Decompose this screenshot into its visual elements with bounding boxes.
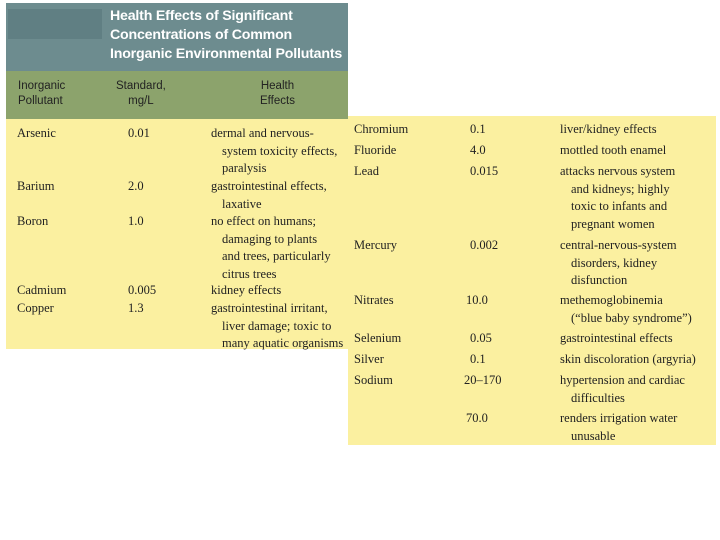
health-effects [560, 237, 677, 290]
header-effects-line: Health [260, 80, 295, 92]
header-pollutant-line: Pollutant [18, 95, 63, 107]
effect-line: damaging to plants [222, 231, 318, 246]
pollutant-name: Copper [17, 301, 54, 315]
effect-line: (“blue baby syndrome”) [571, 310, 692, 325]
effect-line: liver damage; toxic to [222, 318, 332, 333]
effect-line: mottled tooth enamel [560, 143, 667, 157]
effect-line: renders irrigation water [560, 411, 678, 425]
effect-line: disorders, kidney [571, 255, 658, 270]
pollutant-name: Cadmium [17, 283, 67, 297]
effect-line: toxic to infants and [571, 199, 668, 213]
effect-line: system toxicity effects, [222, 143, 338, 158]
standard-value: 1.0 [128, 214, 144, 228]
standard-value: 0.1 [470, 122, 486, 136]
health-effects [211, 178, 327, 213]
effect-line: liver/kidney effects [560, 122, 657, 136]
health-effects [211, 213, 331, 283]
pollutant-name: Nitrates [354, 293, 394, 307]
standard-value: 4.0 [470, 143, 486, 157]
effect-line: unusable [571, 428, 616, 443]
effect-line: gastrointestinal effects, [211, 179, 327, 193]
health-effects [560, 142, 666, 160]
effect-line: skin discoloration (argyria) [560, 352, 696, 366]
health-effects [560, 351, 696, 369]
health-effects [560, 410, 677, 445]
standard-value: 0.002 [470, 238, 499, 252]
header-pollutant-line: Inorganic [18, 80, 66, 92]
logo-placeholder [8, 9, 102, 39]
standard-value: 10.0 [466, 293, 488, 307]
effect-line: no effect on humans; [211, 214, 316, 228]
header-standard-line: mg/L [128, 95, 154, 107]
pollutant-name: Arsenic [17, 126, 56, 140]
title-line: Inorganic Environmental Pollutants [110, 46, 343, 62]
health-effects [560, 292, 692, 327]
pollutant-name: Barium [17, 179, 55, 193]
effect-line: methemoglobinemia [560, 293, 663, 307]
health-effects [560, 121, 657, 139]
header-standard-line: Standard, [116, 80, 166, 92]
effect-line: gastrointestinal effects [560, 331, 673, 345]
health-effects [560, 163, 675, 233]
health-effects [211, 125, 337, 178]
pollutant-name: Lead [354, 164, 379, 178]
table-left-panel [6, 3, 348, 349]
effect-line: and kidneys; highly [571, 181, 670, 196]
effect-line: disfunction [571, 273, 628, 287]
pollutant-name: Selenium [354, 331, 402, 345]
standard-value: 0.1 [470, 352, 486, 366]
table-title [110, 7, 348, 64]
health-effects [560, 372, 685, 407]
effect-line: and trees, particularly [222, 249, 331, 263]
effect-line: dermal and nervous- [211, 126, 314, 140]
effect-line: attacks nervous system [560, 164, 676, 178]
standard-value: 1.3 [128, 301, 144, 315]
header-standard [116, 79, 166, 109]
health-effects [560, 330, 673, 348]
standard-value: 0.01 [128, 126, 150, 140]
header-effects-line: Effects [260, 95, 295, 107]
effect-line: citrus trees [222, 266, 277, 281]
effect-line: kidney effects [211, 283, 282, 297]
left-table-body [6, 119, 348, 349]
right-table-body [348, 116, 716, 445]
effect-line: gastrointestinal irritant, [211, 301, 328, 315]
header-effects [260, 79, 295, 109]
pollutant-name: Sodium [354, 373, 393, 387]
title-line: Concentrations of Common [110, 27, 292, 43]
effect-line: pregnant women [571, 216, 655, 231]
pollutant-name: Mercury [354, 238, 398, 252]
effect-line: hypertension and cardiac [560, 373, 685, 387]
health-effects [211, 282, 281, 300]
title-block [6, 3, 348, 71]
effect-line: paralysis [222, 161, 267, 175]
standard-value: 20–170 [464, 373, 502, 387]
effect-line: laxative [222, 196, 262, 211]
effect-line: central-nervous-system [560, 238, 677, 252]
standard-value: 0.015 [470, 164, 499, 178]
effect-line: many aquatic organisms [222, 336, 344, 350]
column-header-row [6, 71, 348, 119]
standard-value: 0.05 [470, 331, 492, 345]
pollutant-name: Fluoride [354, 143, 397, 157]
pollutant-name: Silver [354, 352, 384, 366]
health-effects [211, 300, 343, 353]
effect-line: difficulties [571, 390, 625, 405]
pollutant-name: Boron [17, 214, 49, 228]
header-pollutant [18, 79, 65, 109]
title-line: Health Effects of Significant [110, 8, 293, 24]
standard-value: 0.005 [128, 283, 157, 297]
standard-value: 2.0 [128, 179, 144, 193]
standard-value: 70.0 [466, 411, 488, 425]
pollutant-name: Chromium [354, 122, 409, 136]
